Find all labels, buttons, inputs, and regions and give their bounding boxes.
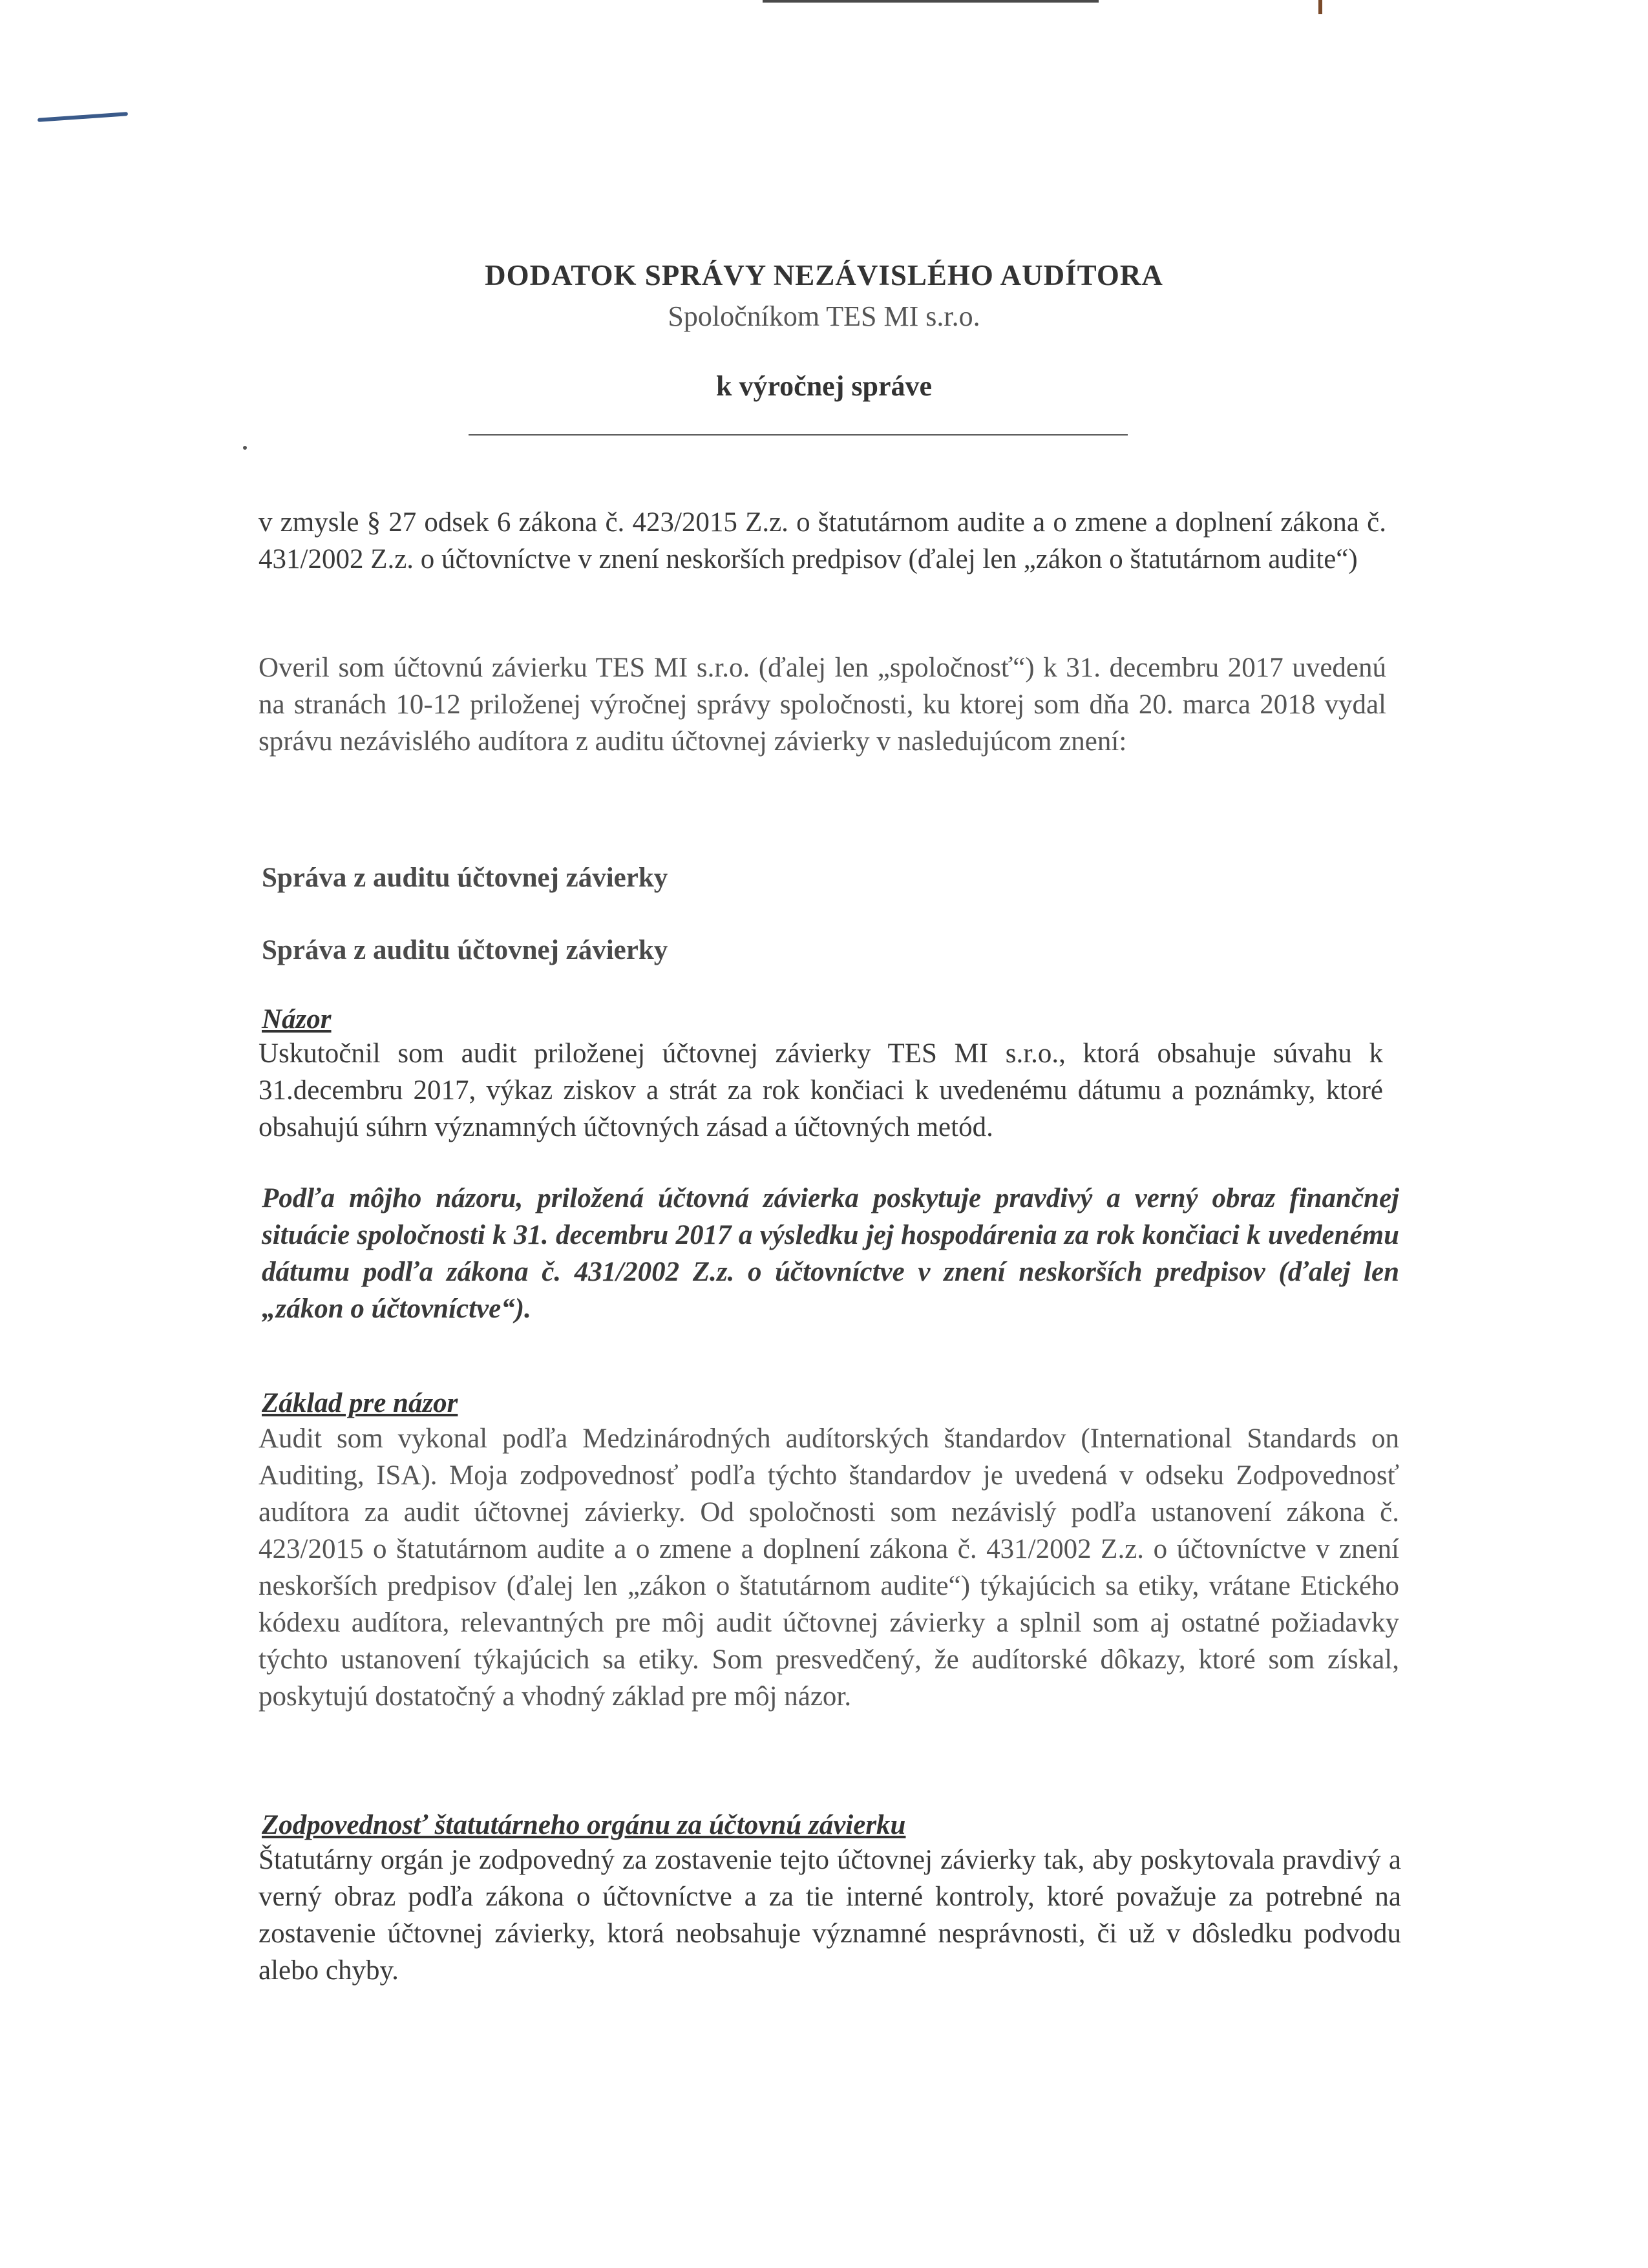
verification-paragraph: Overil som účtovnú závierku TES MI s.r.o. (ďalej len „spoločnosť“) k 31. decembru 2017 uvedenú na stranách 10-12 priloženej výročnej správy spoločnosti, ku ktorej som dňa 20. marca 2018 vydal správu nezávislého audítora z auditu účtovnej závierky v nasledujúcom znení: [259,653,1386,757]
opinion-heading: Názor [262,1004,332,1034]
report-heading-2: Správa z auditu účtovnej závierky [262,935,668,965]
basis-heading: Základ pre názor [262,1388,458,1418]
stray-dot [243,446,247,450]
title-divider [469,434,1128,436]
document-subject: k výročnej správe [715,370,933,402]
responsibility-heading: Zodpovednosť štatutárneho orgánu za účtovnú závierku [262,1810,906,1840]
scan-edge [763,0,1099,3]
document-title: DODATOK SPRÁVY NEZÁVISLÉHO AUDÍTORA [485,259,1163,291]
report-heading-1: Správa z auditu účtovnej závierky [262,863,668,893]
opinion-paragraph: Uskutočnil som audit priloženej účtovnej závierky TES MI s.r.o., ktorá obsahuje súvahu k 31.decembru 2017, výkaz ziskov a strát za rok končiaci k uvedenému dátumu a poznámky, ktoré obsahujú súhrn významných účtovných zásad a účtovných metód. [259,1038,1383,1142]
pen-mark [37,112,128,122]
opinion-statement: Podľa môjho názoru, priložená účtovná závierka poskytuje pravdivý a verný obraz finančnej situácie spoločnosti k 31. decembru 2017 a výsledku jej hospodárenia za rok končiaci k uvedenému dátumu podľa zákona č. 431/2002 Z.z. o účtovníctve v znení neskorších predpisov (ďalej len „zákon o účtovníctve“). [262,1183,1399,1324]
legal-basis-paragraph: v zmysle § 27 odsek 6 zákona č. 423/2015 Z.z. o štatutárnom audite a o zmene a doplnení zákona č. 431/2002 Z.z. o účtovníctve v znení neskorších predpisov (ďalej len „zákon o štatutárnom audite“) [259,507,1386,574]
basis-paragraph: Audit som vykonal podľa Medzinárodných audítorských štandardov (International Standards on Auditing, ISA). Moja zodpovednosť podľa týchto štandardov je uvedená v odseku Zodpovednosť audítora za audit účtovnej závierky. Od spoločnosti som nezávislý podľa ustanovení zákona č. 423/2015 o štatutárnom audite a o zmene a doplnení zákona č. 431/2002 Z.z. o účtovníctve v znení neskorších predpisov (ďalej len „zákon o štatutárnom audite“) týkajúcich sa etiky, vrátane Etického kódexu audítora, relevantných pre môj audit účtovnej závierky a splnil som aj ostatné požiadavky týchto ustanovení týkajúcich sa etiky. Som presvedčený, že audítorské dôkazy, ktoré som získal, poskytujú dostatočný a vhodný základ pre môj názor. [259,1423,1399,1712]
scan-mark [1318,0,1322,14]
responsibility-paragraph: Štatutárny orgán je zodpovedný za zostavenie tejto účtovnej závierky tak, aby poskytovala pravdivý a verný obraz podľa zákona o účtovníctve a za tie interné kontroly, ktoré považuje za potrebné na zostavenie účtovnej závierky, ktorá neobsahuje významné nesprávnosti, či už v dôsledku podvodu alebo chyby. [259,1845,1401,1986]
document-addressee: Spoločníkom TES MI s.r.o. [668,300,980,332]
